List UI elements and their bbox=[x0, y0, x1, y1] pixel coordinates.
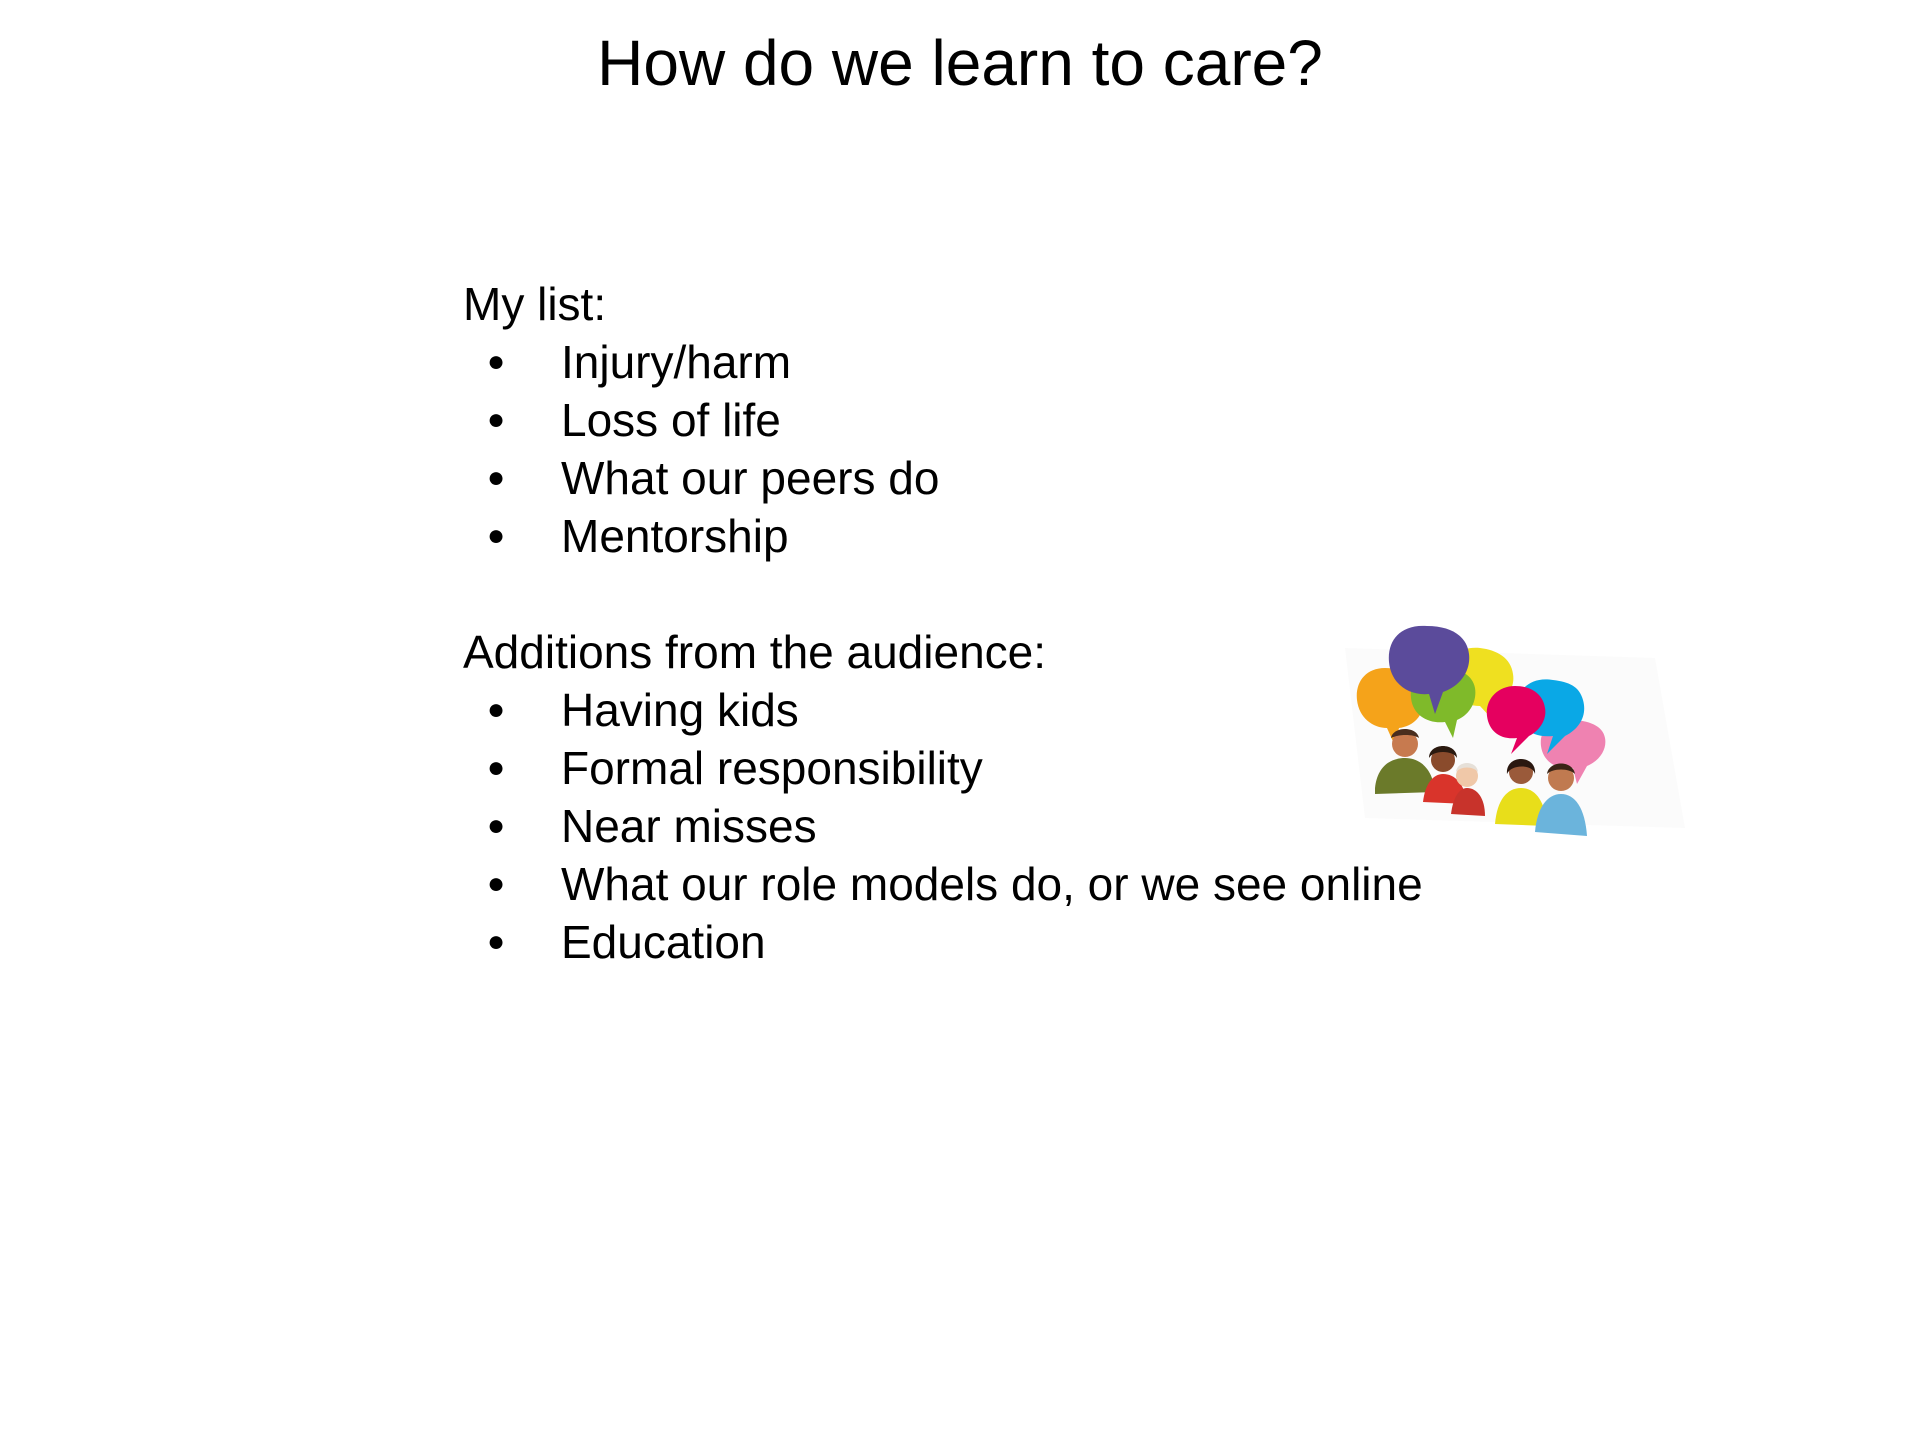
list-item bbox=[463, 507, 1463, 565]
bullet-icon: ● bbox=[487, 925, 506, 958]
audience-list bbox=[463, 681, 1463, 971]
bullet-icon: ● bbox=[487, 693, 506, 726]
list-item-text: Loss of life bbox=[561, 394, 781, 446]
bullet-icon: ● bbox=[487, 519, 506, 552]
list-item bbox=[463, 739, 1463, 797]
my-list bbox=[463, 333, 1463, 565]
list-item bbox=[463, 797, 1463, 855]
list-item bbox=[463, 391, 1463, 449]
list-item bbox=[463, 449, 1463, 507]
list-item bbox=[463, 913, 1463, 971]
list-item-text: Having kids bbox=[561, 684, 799, 736]
audience-list-heading: Additions from the audience: bbox=[463, 626, 1047, 678]
list-item-text: Mentorship bbox=[561, 510, 789, 562]
list-item-text: What our peers do bbox=[561, 452, 940, 504]
bullet-icon: ● bbox=[487, 461, 506, 494]
people-speech-bubbles-icon bbox=[1325, 588, 1700, 858]
section-spacer bbox=[463, 565, 1463, 623]
list-item-text: Formal responsibility bbox=[561, 742, 983, 794]
list-item bbox=[463, 333, 1463, 391]
bullet-icon: ● bbox=[487, 867, 506, 900]
list-item-text: Injury/harm bbox=[561, 336, 792, 388]
bullet-icon: ● bbox=[487, 345, 506, 378]
my-list-heading: My list: bbox=[463, 278, 607, 330]
bullet-icon: ● bbox=[487, 403, 506, 436]
list-item bbox=[463, 681, 1463, 739]
list-item-text: Near misses bbox=[561, 800, 817, 852]
list-item-text: What our role models do, or we see online bbox=[561, 858, 1423, 910]
slide-title: How do we learn to care? bbox=[597, 27, 1323, 99]
slide-body bbox=[463, 275, 1463, 971]
list-item-text: Education bbox=[561, 916, 766, 968]
bullet-icon: ● bbox=[487, 809, 506, 842]
bullet-icon: ● bbox=[487, 751, 506, 784]
list-item bbox=[463, 855, 1463, 913]
